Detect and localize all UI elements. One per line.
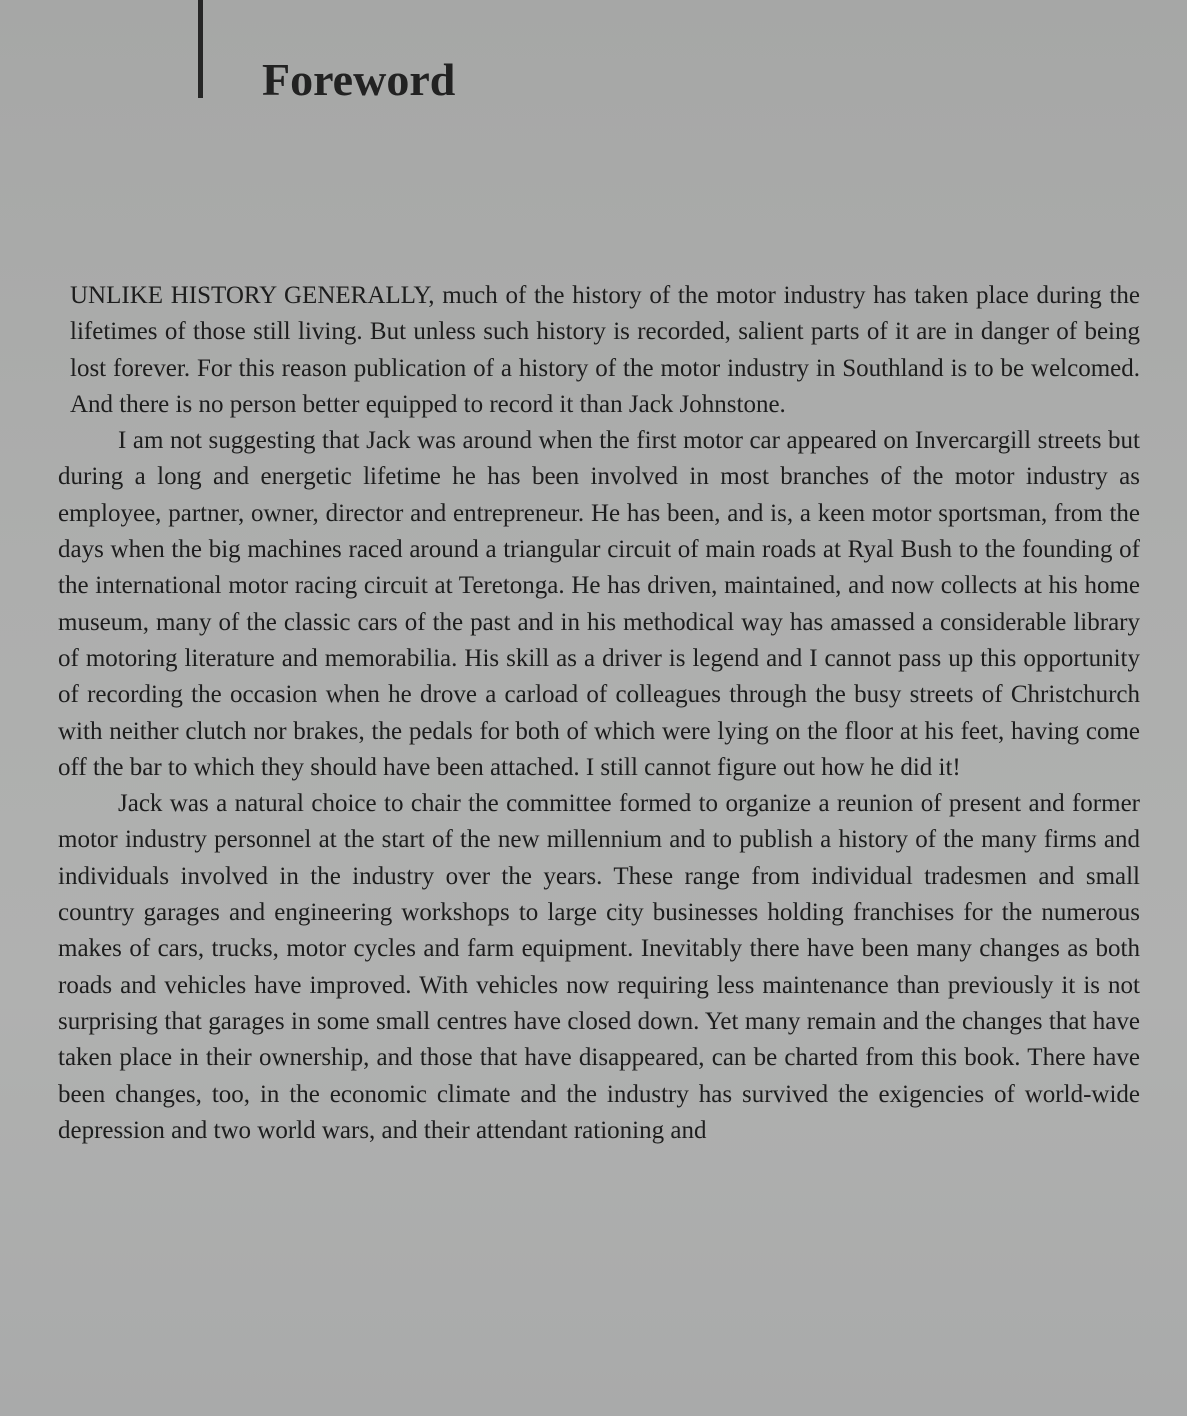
foreword-body: [58, 278, 1140, 1149]
paragraph-2: I am not suggesting that Jack was around when the first motor car appeared on Invercargill streets but during a long and energetic lifetime he has been involved in most branches of the motor industry as employee, partner, owner, director and entrepreneur. He has been, and is, a keen motor sportsman, from the days when the big machines raced around a triangular circuit of main roads at Ryal Bush to the founding of the international motor racing circuit at Teretonga. He has driven, maintained, and now collects at his home museum, many of the classic cars of the past and in his methodical way has amassed a considerable library of motoring literature and memorabilia. His skill as a driver is legend and I cannot pass up this opportunity of recording the occasion when he drove a carload of colleagues through the busy streets of Christchurch with neither clutch nor brakes, the pedals for both of which were lying on the floor at his feet, having come off the bar to which they should have been attached. I still cannot figure out how he did it!: [58, 427, 1140, 781]
chapter-rule: [198, 0, 203, 98]
paragraph-1-lead: UNLIKE HISTORY GENERALLY,: [70, 282, 435, 309]
page-title: Foreword: [262, 54, 456, 105]
paragraph-1: [58, 278, 1140, 423]
paragraph-3: Jack was a natural choice to chair the committee formed to organize a reunion of present and former motor industry personnel at the start of the new millennium and to publish a history of the many firms and individuals involved in the industry over the years. These range from individual tradesmen and small country garages and engineering workshops to large city businesses holding franchises for the numerous makes of cars, trucks, motor cycles and farm equipment. Inevitably there have been many changes as both roads and vehicles have improved. With vehicles now requiring less maintenance than previously it is not surprising that garages in some small centres have closed down. Yet many remain and the changes that have taken place in their ownership, and those that have disappeared, can be charted from this book. There have been changes, too, in the economic climate and the industry has survived the exigencies of world-wide depression and two world wars, and their attendant rationing and: [58, 790, 1140, 1144]
paragraph-1-text: much of the history of the motor industry has taken place during the lifetimes of those still living. But unless such history is recorded, salient parts of it are in danger of being lost forever. For this reason publication of a history of the motor industry in Southland is to be welcomed. And there is no person better equipped to record it than Jack Johnstone.: [70, 282, 1140, 418]
